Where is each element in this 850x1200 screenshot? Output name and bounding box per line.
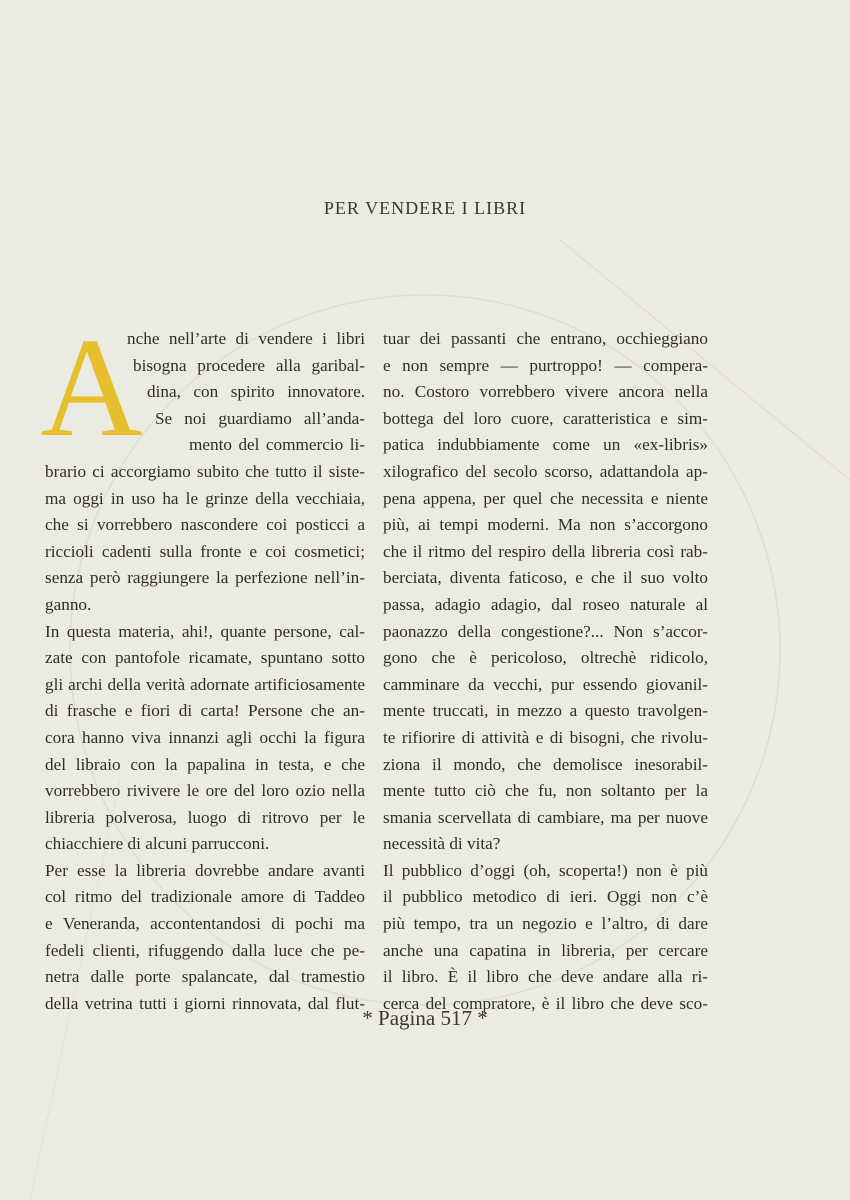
text-line: della vetrina tutti i giorni rinnovata, dal flut- [45,993,365,1013]
text-line: fedeli clienti, rifuggendo dalla luce che pe- [45,940,365,960]
text-line: Se noi guardiamo all’anda- [155,408,365,428]
text-line: camminare da vecchi, pur essendo giovanil- [383,674,708,694]
text-line: e non sempre — purtroppo! — compera- [383,355,708,375]
text-line: il libro. È il libro che deve andare alla ri- [383,967,708,987]
text-line: gli archi della verità adornate artificiosamente [45,674,365,694]
text-line: senza però raggiungere la perfezione nell’in- [45,568,365,588]
text-line: In questa materia, ahi!, quante persone, cal- [45,621,365,641]
text-line: che il ritmo del respiro della libreria così rab- [383,541,708,561]
text-line: che si vorrebbero nascondere coi posticci a [45,515,365,535]
page-number: * Pagina 517 * [362,1006,488,1030]
text-line: cerca del compratore, è il libro che deve sco- [383,993,708,1013]
text-line: te rifiorire di attività e di bisogni, che rivolu- [383,727,708,747]
text-line: pena appena, per quel che necessita e niente [383,488,708,508]
text-line: vorrebbero rivivere le ore del loro ozio nella [45,781,365,801]
text-line: libreria polverosa, luogo di ritrovo per le [45,807,365,827]
text-line: zate con pantofole ricamate, spuntano sotto [45,648,365,668]
right-column [383,326,708,1017]
text-line: paonazzo della congestione?... Non s’accor- [383,621,708,641]
text-line: patica indubbiamente come un «ex-libris» [383,435,708,455]
text-line: e Veneranda, accontentandosi di pochi ma [45,914,365,934]
text-line: il pubblico metodico di ieri. Oggi non c’è [383,887,708,907]
text-line: berciata, diventa faticoso, e che il suo volto [383,568,708,588]
text-line: bisogna procedere alla garibal- [133,355,365,375]
text-line: di frasche e fiori di carta! Persone che an- [45,701,365,721]
text-line: più tempo, tra un negozio e l’altro, di dare [383,914,708,934]
text-line: Per esse la libreria dovrebbe andare avanti [45,860,365,880]
text-line: col ritmo del tradizionale amore di Taddeo [45,887,365,907]
text-line: mente truccati, in mezzo a questo travolgen- [383,701,708,721]
drop-cap-letter: A [40,308,143,466]
text-line: ma oggi in uso ha le grinze della vecchiaia, [45,488,365,508]
text-line: anche una capatina in libreria, per cercare [383,940,708,960]
text-line: necessità di vita? [383,834,501,854]
text-line: nche nell’arte di vendere i libri [127,329,365,348]
text-line: passa, adagio adagio, dal roseo naturale al [383,594,708,614]
text-line: gono che è pericoloso, oltrechè ridicolo, [383,648,708,668]
text-line: netra dalle porte spalancate, dal tramestio [45,967,365,987]
text-line: ganno. [45,594,92,614]
text-line: riccioli cadenti sulla fronte e coi cosmetici; [45,541,365,561]
text-line: tuar dei passanti che entrano, occhieggiano [383,329,708,348]
text-line: no. Costoro vorrebbero vivere ancora nella [383,382,708,402]
text-line: mento del commercio li- [189,435,365,455]
text-line: smania scervellata di cambiare, ma per nuove [383,807,708,827]
text-line: brario ci accorgiamo subito che tutto il siste- [45,461,365,481]
text-line: più, ai tempi moderni. Ma non s’accorgono [383,515,708,535]
text-line: bottega del loro cuore, caratteristica e sim- [383,408,708,428]
text-line: chiacchiere di alcuni parrucconi. [45,834,270,854]
text-line: Il pubblico d’oggi (oh, scoperta!) non è più [383,860,708,880]
text-line: dina, con spirito innovatore. [147,382,365,402]
text-line: ziona il mondo, che demolisce inesorabil- [383,754,708,774]
text-line: mente tutto ciò che fu, non soltanto per la [383,781,708,801]
text-line: xilografico del secolo scorso, adattandola ap- [383,461,708,481]
text-line: cora hanno viva innanzi agli occhi la figura [45,727,365,747]
text-line: del libraio con la papalina in testa, e che [45,754,365,774]
left-column [45,326,365,1017]
page-title: PER VENDERE I LIBRI [323,198,527,218]
